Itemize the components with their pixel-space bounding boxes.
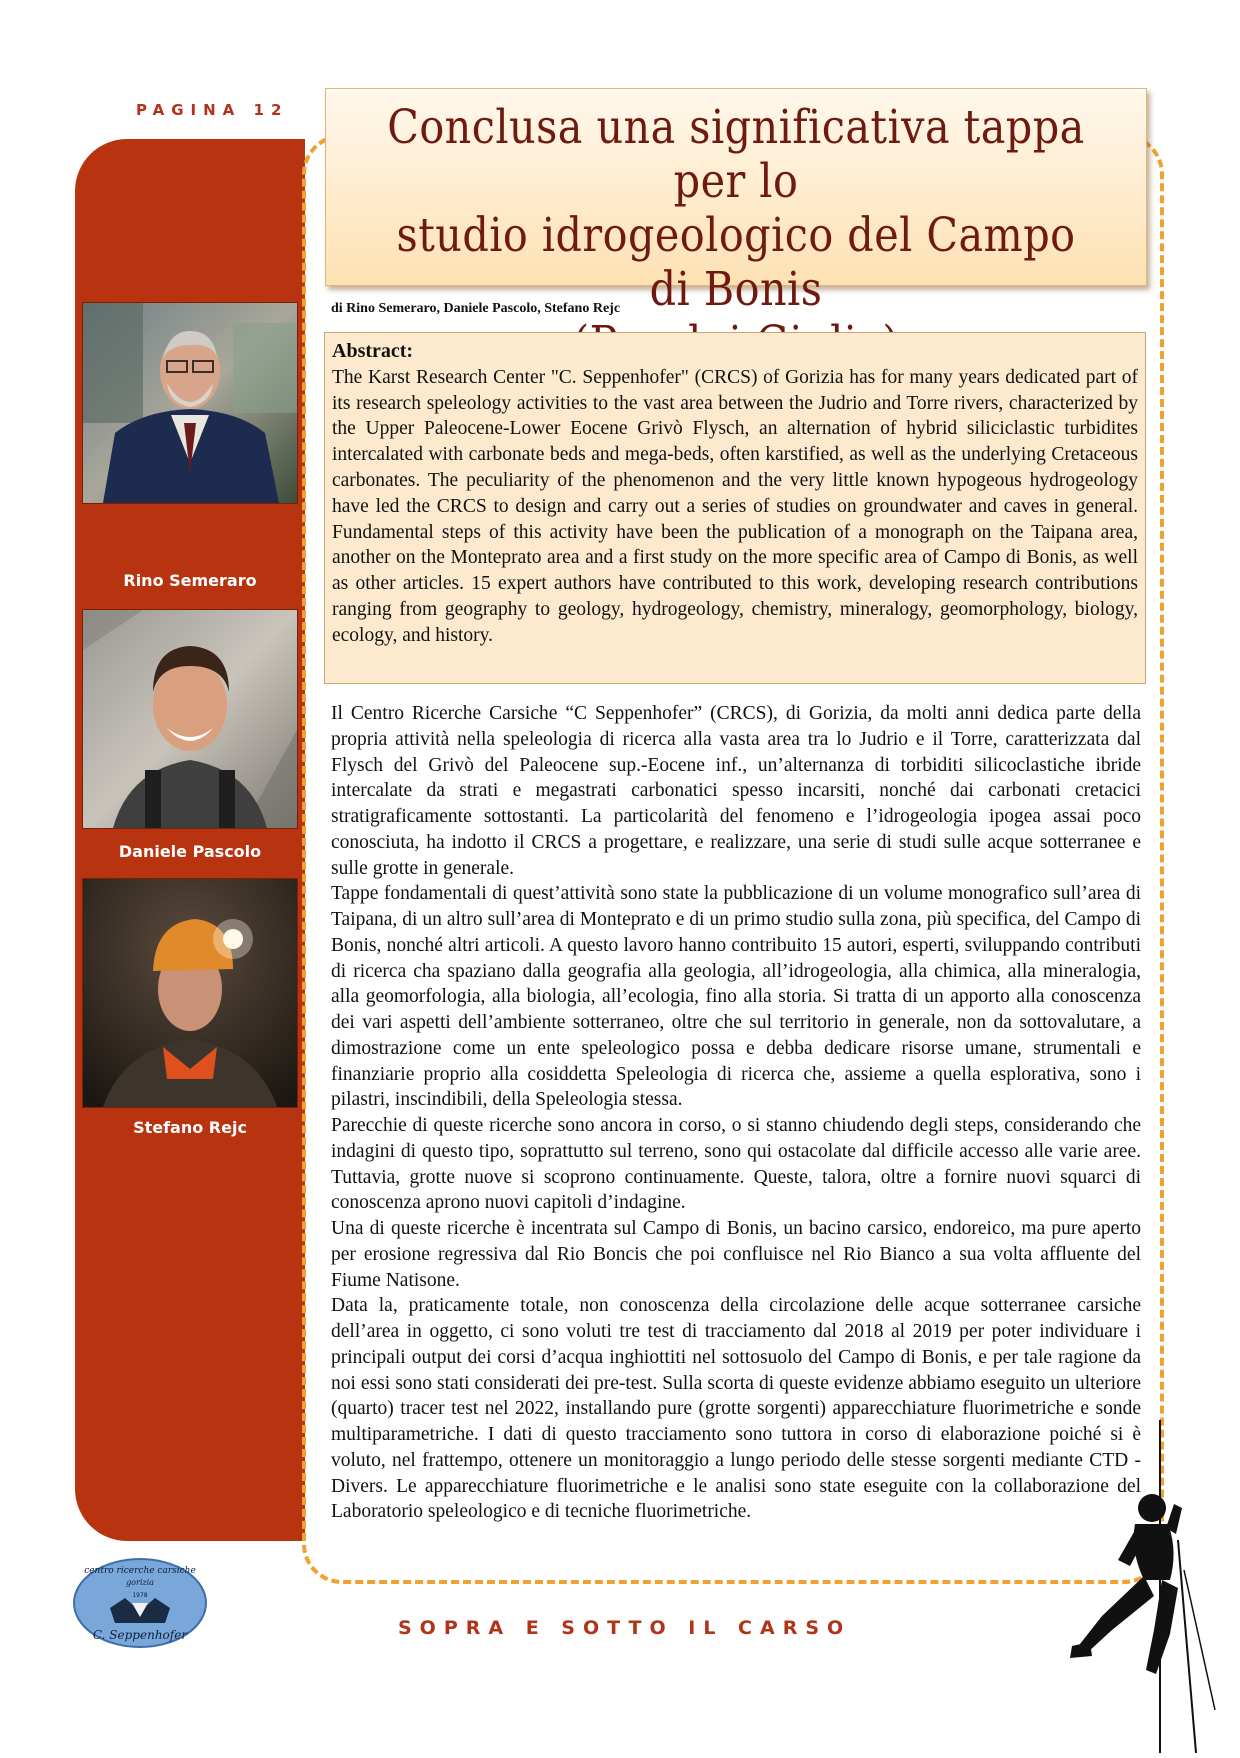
article-byline: di Rino Semeraro, Daniele Pascolo, Stefano Rejc (331, 301, 621, 316)
body-paragraph: Una di queste ricerche è incentrata sul Campo di Bonis, un bacino carsico, endoreico, ma pure aperto per erosione regressiva dal Rio Boncis che poi confluisce nel Rio Bianco a sua volta affluente del Fiume Natisone. (331, 1218, 1141, 1291)
body-paragraph: Parecchie di queste ricerche sono ancora in corso, o si stanno chiudendo degli steps, considerando che indagini di questo tipo, soprattutto sul terreno, sono qui ostacolate dal difficile accesso alle varie aree. Tuttavia, grotte nuove si scoprono continuamente. Queste, talora, oltre a fornire nuovi squarci di conoscenza aprono nuovi capitoli d’indagine. (331, 1115, 1141, 1214)
body-paragraph: Data la, praticamente totale, non conoscenza della circolazione delle acque sotterranee carsiche dell’area in oggetto, ci sono voluti tre test di tracciamento dal 2018 al 2019 per poter individuare i principali output dei corsi d’acqua inghiottiti nel sottosuolo del Campo di Bonis, e per tale ragione da noi essi sono stati considerati dei pre-test. Sulla scorta di queste evidenze abbiamo eseguito un ulteriore (quarto) tracer test nel 2022, installando pure (grotte sorgenti) apparecchiature fluorimetriche e sonde multiparametriche. I dati di questo tracciamento sono tuttora in corso di elaborazione poiché si è voluto, nel frattempo, ottenere un monitoraggio a lungo periodo delle stesse sorgenti mediante CTD -Divers. Le apparecchiature fluorimetriche e le analisi sono state eseguite con la collaborazione del Laboratorio speleologico e di tecniche fluorimetriche. (331, 1295, 1141, 1523)
footer-magazine-title: SOPRA E SOTTO IL CARSO (398, 1617, 852, 1639)
page-number-label: PAGINA 12 (136, 101, 289, 119)
article-title-line: studio idrogeologico del Campo di Bonis (396, 208, 1076, 317)
body-paragraph: Il Centro Ricerche Carsiche “C Seppenhofer” (CRCS), di Gorizia, da molti anni dedica parte della propria attività nella speleologia di ricerca alla vasta area tra lo Judrio e il Torre, caratterizzata dal Flysch del Grivò del Paleocene sup.-Eocene inf., un’alternanza di torbiditi silicoclastiche ibride intercalate da strati e megastrati carbonatici spesso incarsiti, nonché dai carbonati cretacici stratigraficamente sottostanti. La particolarità del fenomeno e l’idrogeologia ipogea assai poco conosciuta, ha indotto il CRCS a progettare, e realizzare, una serie di studi sulle acque sotterranee e sulle grotte in generale. (331, 703, 1141, 879)
body-paragraph: Tappe fondamentali di quest’attività sono state la pubblicazione di un volume monografico sull’area di Taipana, di un altro sull’area di Monteprato e di un primo studio sulla zona, più specifica, del Campo di Bonis, nonché altri articoli. A questo lavoro hanno contribuito 15 autori, esperti, sviluppando contributi di ricerca cha spaziano dalla geografia alla geologia, all’idrogeologia, alla chimica, alla mineralogia, alla geomorfologia, alla biologia, all’ecologia, fino alla storia. Si tratta di un apporto alla conoscenza dei vari aspetti dell’ambiente sotterraneo, oltre che sul territorio in generale, non da sottovalutare, a dimostrazione come un ente speleologico possa e debba dedicare risorse umane, strumentali e finanziarie proprio alla cosiddetta Speleologia di ricerca che, assieme a quella esplorativa, sono i pilastri, inscindibili, della Speleologia stessa. (331, 883, 1141, 1111)
logo-city-text: gorizia (126, 1578, 154, 1587)
author-name-stefano-rejc: Stefano Rejc (133, 1118, 247, 1137)
article-title-line: Conclusa una significativa tappa per lo (387, 100, 1085, 209)
article-body (331, 701, 1141, 1525)
author-name-rino-semeraro: Rino Semeraro (123, 571, 257, 590)
article-title (375, 101, 1097, 371)
crcs-logo (70, 1553, 210, 1653)
author-name-daniele-pascolo: Daniele Pascolo (118, 842, 262, 861)
logo-year-text: 1978 (132, 1592, 148, 1599)
climber-silhouette (1060, 1420, 1240, 1753)
abstract-box (324, 332, 1146, 684)
author-photo-daniele-pascolo (82, 609, 298, 829)
abstract-text: The Karst Research Center "C. Seppenhofer" (CRCS) of Gorizia has for many years dedicated part of its research speleology activities to the vast area between the Judrio and Torre rivers, characterized by the Upper Paleocene-Lower Eocene Grivò Flysch, an alternation of hybrid siliciclastic turbidites intercalated with carbonate beds and mega-beds, often karstified, as well as the underlying Cretaceous carbonates. The peculiarity of the phenomenon and the very little known hypogeous hydrogeology have led the CRCS to design and carry out a series of studies on groundwater and caves in general. Fundamental steps of this activity have been the publication of a monograph on the Taipana area, another on the Monteprato area and a first study on the more specific area of Campo di Bonis, as well as other articles. 15 expert authors have contributed to this work, developing research contributions ranging from geography to geology, hydrogeology, chemistry, mineralogy, geomorphology, biology, ecology, and history. (332, 366, 1138, 646)
abstract-heading: Abstract: (332, 340, 414, 362)
logo-arc-text: centro ricerche carsiche (84, 1566, 196, 1576)
author-photo-stefano-rejc (82, 878, 298, 1108)
author-photo-rino-semeraro (82, 302, 298, 504)
logo-name-text: C. Seppenhofer (92, 1628, 188, 1642)
